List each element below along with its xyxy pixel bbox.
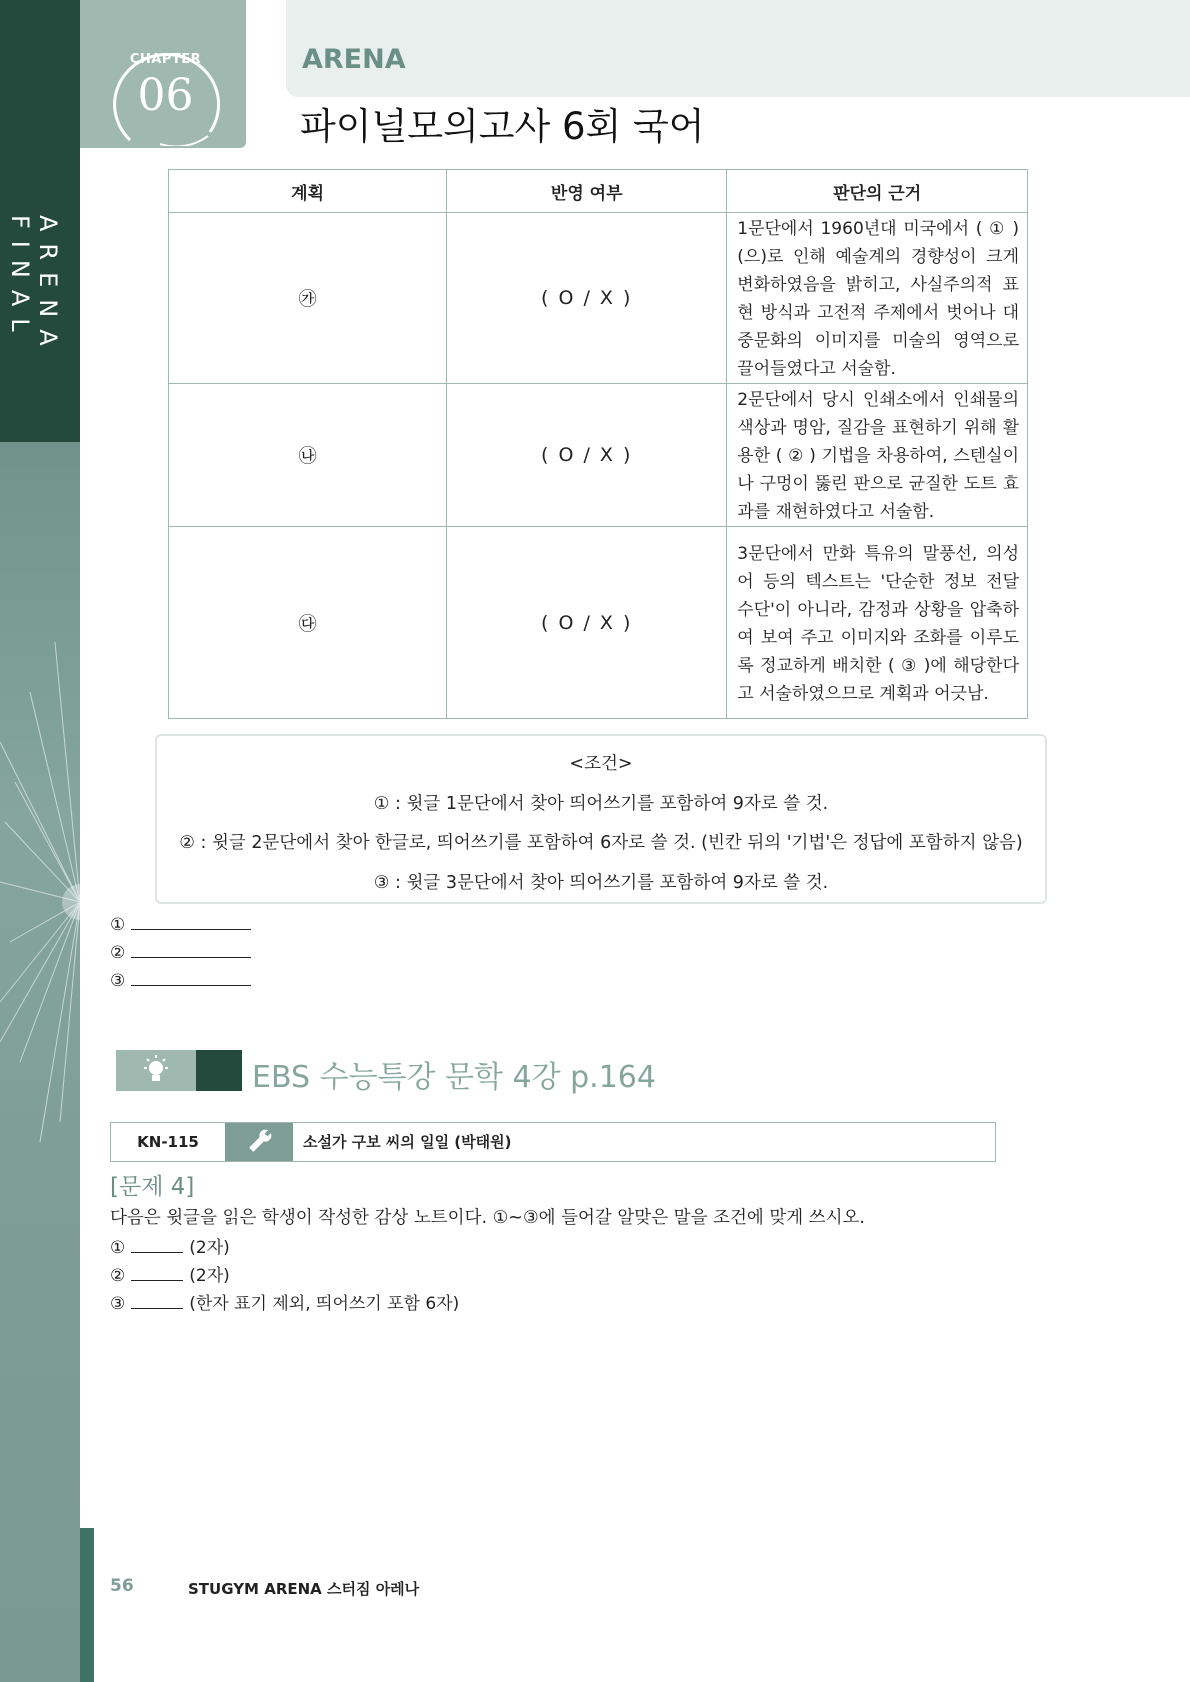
conditions-box: [155, 734, 1047, 904]
answer-note: (2자): [189, 1266, 230, 1286]
column-header: 판단의 근거: [727, 170, 1028, 213]
section-accent-box: [196, 1050, 242, 1091]
firework-graphic: [0, 442, 80, 1682]
section-title: ARENA: [302, 44, 406, 75]
condition-line: ② : 윗글 2문단에서 찾아 한글로, 띄어쓰기를 포함하여 6자로 쓸 것. (빈칸 뒤의 '기법'은 정답에 포함하지 않음): [179, 833, 1023, 853]
table-row: [169, 384, 1028, 527]
answer-blank[interactable]: [131, 971, 251, 986]
answer-blank[interactable]: [131, 915, 251, 930]
table-row: [169, 527, 1028, 719]
basis-text: 1문단에서 1960년대 미국에서 ( ① )(으)로 인해 예술계의 경향성이 크게 변화하였음을 밝히고, 사실주의적 표현 방식과 고전적 주제에서 벗어나 대중문화의 이미지를 미술의 영역으로 끌어들였다고 서술함.: [727, 213, 1028, 384]
page-number: 56: [110, 1576, 134, 1596]
wrench-icon-box: [225, 1123, 293, 1161]
problem-label: [문제 4]: [110, 1174, 195, 1200]
answer-blank[interactable]: [131, 1238, 183, 1253]
answer-line[interactable]: [110, 915, 251, 935]
answer-number: ①: [110, 915, 126, 935]
source-box: [110, 1122, 996, 1162]
answer-line[interactable]: [110, 1261, 230, 1286]
chapter-number: 06: [137, 70, 194, 121]
wrench-icon: [225, 1123, 293, 1161]
answer-number: ①: [110, 1238, 126, 1258]
source-code: KN-115: [137, 1133, 199, 1151]
ox-choice[interactable]: ( O / X ): [447, 213, 727, 384]
answer-number: ③: [110, 971, 126, 991]
header-band: [286, 0, 1190, 97]
page-title: 파이널모의고사 6회 국어: [300, 105, 705, 148]
chapter-label: CHAPTER: [129, 52, 202, 67]
bottom-accent-bar: [80, 1528, 94, 1682]
answer-blank[interactable]: [131, 1266, 183, 1281]
basis-text: 2문단에서 당시 인쇄소에서 인쇄물의 색상과 명암, 질감을 표현하기 위해 활용한 ( ② ) 기법을 차용하여, 스텐실이나 구멍이 뚫린 판으로 균질한 도트 효과를 재현하였다고 서술함.: [727, 384, 1028, 527]
answer-blank[interactable]: [131, 943, 251, 958]
answer-number: ②: [110, 1266, 126, 1286]
table-row: [169, 213, 1028, 384]
problem-instruction: 다음은 윗글을 읽은 학생이 작성한 감상 노트이다. ①~③에 들어갈 알맞은 말을 조건에 맞게 쓰시오.: [110, 1208, 865, 1228]
condition-line: ① : 윗글 1문단에서 찾아 띄어쓰기를 포함하여 9자로 쓸 것.: [373, 794, 829, 814]
footer-brand: STUGYM ARENA 스터짐 아레나: [188, 1580, 420, 1598]
answer-number: ②: [110, 943, 126, 963]
ebs-section-title: EBS 수능특강 문학 4강 p.164: [252, 1060, 656, 1095]
ox-choice[interactable]: ( O / X ): [447, 527, 727, 719]
sidebar-vertical-text: ARENA FINAL: [6, 215, 62, 358]
answer-note: (한자 표기 제외, 띄어쓰기 포함 6자): [189, 1294, 460, 1314]
sidebar-photo: [0, 442, 80, 1682]
answer-number: ③: [110, 1294, 126, 1314]
answer-line[interactable]: [110, 943, 251, 963]
column-header: 계획: [169, 170, 447, 213]
plan-mark: ㉯: [169, 384, 447, 527]
ox-choice[interactable]: ( O / X ): [447, 384, 727, 527]
answer-blank[interactable]: [131, 1294, 183, 1309]
answer-note: (2자): [189, 1238, 230, 1258]
conditions-title: <조건>: [569, 754, 633, 774]
answer-line[interactable]: [110, 971, 251, 991]
plan-mark: ㉰: [169, 527, 447, 719]
answer-line[interactable]: [110, 1289, 459, 1314]
lightbulb-icon: [116, 1050, 196, 1091]
plan-table: [168, 169, 1028, 719]
column-header: 반영 여부: [447, 170, 727, 213]
basis-text: 3문단에서 만화 특유의 말풍선, 의성어 등의 텍스트는 '단순한 정보 전달 수단'이 아니라, 감정과 상황을 압축하여 보여 주고 이미지와 조화를 이루도록 정교하게 배치한 ( ③ )에 해당한다고 서술하였으므로 계획과 어긋남.: [727, 527, 1028, 719]
condition-line: ③ : 윗글 3문단에서 찾아 띄어쓰기를 포함하여 9자로 쓸 것.: [373, 873, 829, 893]
plan-mark: ㉮: [169, 213, 447, 384]
answer-line[interactable]: [110, 1233, 230, 1258]
lightbulb-icon-box: [116, 1050, 196, 1091]
source-work-title: 소설가 구보 씨의 일일 (박태원): [303, 1133, 512, 1151]
table-header-row: [169, 170, 1028, 213]
